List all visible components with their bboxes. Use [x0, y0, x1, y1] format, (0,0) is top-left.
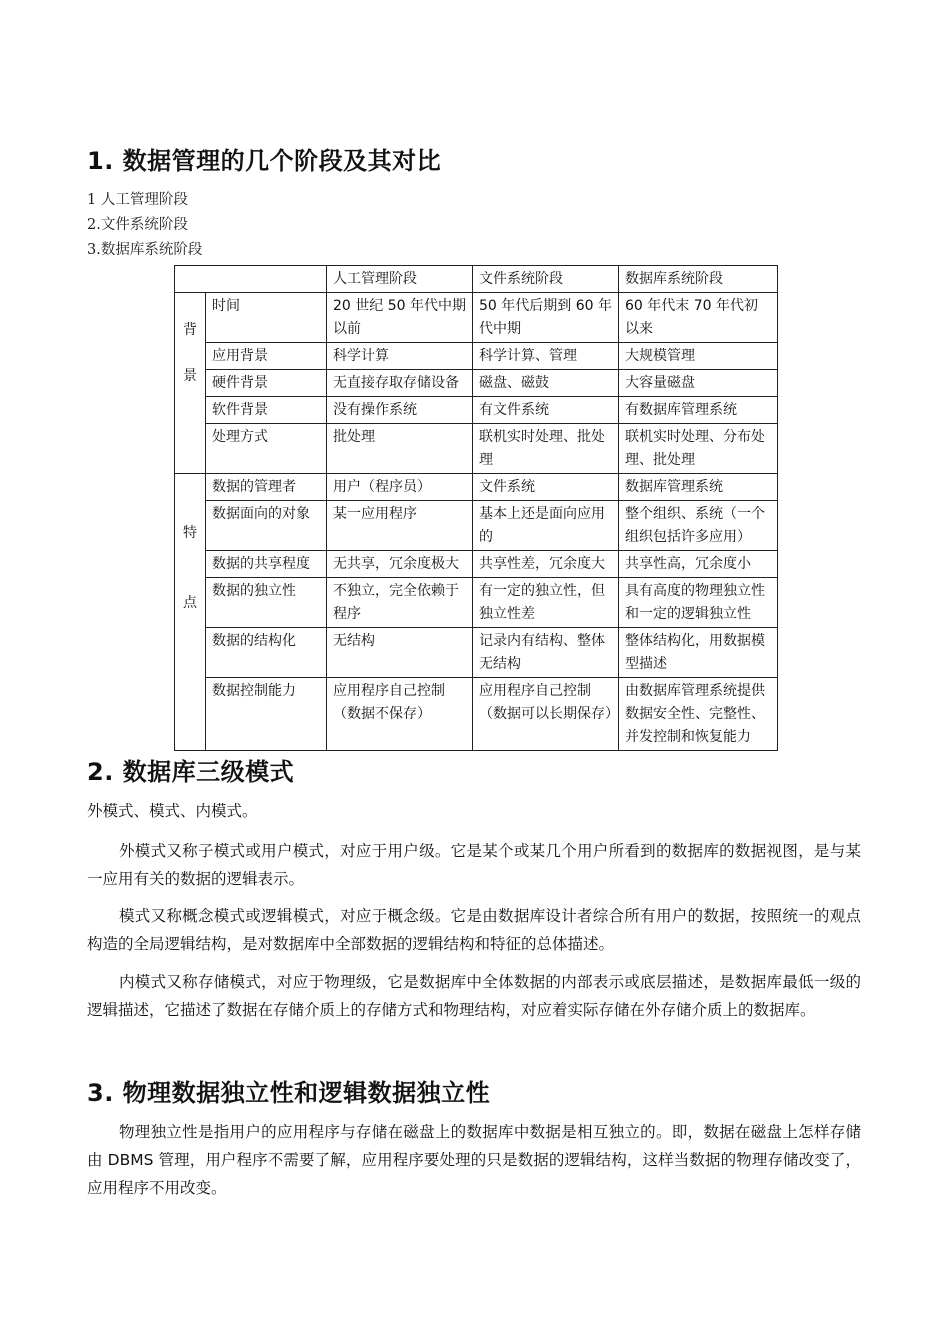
value-cell: 没有操作系统: [327, 397, 473, 424]
group-label-background: [175, 293, 206, 474]
value-cell: 整体结构化，用数据模型描述: [619, 628, 778, 678]
group-label-features: [175, 474, 206, 751]
value-cell: 科学计算、管理: [473, 343, 619, 370]
table-row: [175, 293, 778, 343]
attr-cell: 应用背景: [206, 343, 327, 370]
value-cell: 共享性高，冗余度小: [619, 551, 778, 578]
value-cell: 有一定的独立性，但独立性差: [473, 578, 619, 628]
table-row: [175, 424, 778, 474]
group-label-char: 背: [183, 322, 197, 338]
value-cell: 无直接存取存储设备: [327, 370, 473, 397]
value-cell: 有数据库管理系统: [619, 397, 778, 424]
value-cell: 基本上还是面向应用的: [473, 501, 619, 551]
value-cell: 应用程序自己控制（数据可以长期保存）: [473, 678, 619, 751]
value-cell: 共享性差，冗余度大: [473, 551, 619, 578]
corner-cell: [175, 266, 327, 293]
value-cell: 联机实时处理、批处理: [473, 424, 619, 474]
table-row: [175, 343, 778, 370]
value-cell: 数据库管理系统: [619, 474, 778, 501]
stage-item: 1 人工管理阶段: [87, 192, 188, 208]
value-cell: 大容量磁盘: [619, 370, 778, 397]
value-cell: 应用程序自己控制（数据不保存）: [327, 678, 473, 751]
group-label-char: 点: [183, 595, 197, 611]
value-cell: 科学计算: [327, 343, 473, 370]
group-label-char: 景: [183, 368, 197, 384]
value-cell: 无结构: [327, 628, 473, 678]
value-cell: 用户（程序员）: [327, 474, 473, 501]
attr-cell: 软件背景: [206, 397, 327, 424]
attr-cell: 数据的结构化: [206, 628, 327, 678]
table-row: [175, 501, 778, 551]
header-cell: 文件系统阶段: [473, 266, 619, 293]
stage-list: [87, 188, 202, 263]
attr-cell: 时间: [206, 293, 327, 343]
attr-cell: 数据的独立性: [206, 578, 327, 628]
attr-cell: 数据控制能力: [206, 678, 327, 751]
attr-cell: 数据的共享程度: [206, 551, 327, 578]
value-cell: 无共享，冗余度极大: [327, 551, 473, 578]
table-row: [175, 578, 778, 628]
attr-cell: 处理方式: [206, 424, 327, 474]
value-cell: 由数据库管理系统提供数据安全性、完整性、并发控制和恢复能力: [619, 678, 778, 751]
table-header-row: [175, 266, 778, 293]
attr-cell: 硬件背景: [206, 370, 327, 397]
value-cell: 有文件系统: [473, 397, 619, 424]
value-cell: 磁盘、磁鼓: [473, 370, 619, 397]
value-cell: 联机实时处理、分布处理、批处理: [619, 424, 778, 474]
external-schema-paragraph: 外模式又称子模式或用户模式，对应于用户级。它是某个或某几个用户所看到的数据库的数据视图，是与某一应用有关的数据的逻辑表示。: [87, 842, 861, 888]
header-cell: 人工管理阶段: [327, 266, 473, 293]
group-label-char: 特: [183, 525, 197, 541]
attr-cell: 数据的管理者: [206, 474, 327, 501]
section-2-heading: 2. 数据库三级模式: [87, 758, 295, 786]
value-cell: 某一应用程序: [327, 501, 473, 551]
table-row: [175, 551, 778, 578]
value-cell: 50 年代后期到 60 年代中期: [473, 293, 619, 343]
table-row: [175, 474, 778, 501]
value-cell: 不独立，完全依赖于程序: [327, 578, 473, 628]
value-cell: 文件系统: [473, 474, 619, 501]
stage-item: 3.数据库系统阶段: [87, 242, 203, 258]
stage-item: 2.文件系统阶段: [87, 217, 188, 233]
section-1-heading: 1. 数据管理的几个阶段及其对比: [87, 147, 442, 175]
schema-lead-paragraph: 外模式、模式、内模式。: [87, 802, 258, 820]
value-cell: 60 年代末 70 年代初以来: [619, 293, 778, 343]
value-cell: 20 世纪 50 年代中期以前: [327, 293, 473, 343]
table-row: [175, 678, 778, 751]
value-cell: 整个组织、系统（一个组织包括许多应用）: [619, 501, 778, 551]
value-cell: 大规模管理: [619, 343, 778, 370]
table-row: [175, 370, 778, 397]
conceptual-schema-paragraph: 模式又称概念模式或逻辑模式，对应于概念级。它是由数据库设计者综合所有用户的数据，按照统一的观点构造的全局逻辑结构，是对数据库中全部数据的逻辑结构和特征的总体描述。: [87, 907, 861, 953]
internal-schema-paragraph: 内模式又称存储模式，对应于物理级，它是数据库中全体数据的内部表示或底层描述，是数据库最低一级的逻辑描述，它描述了数据在存储介质上的存储方式和物理结构，对应着实际存储在外存储介质上的数据库。: [87, 973, 861, 1019]
value-cell: 批处理: [327, 424, 473, 474]
attr-cell: 数据面向的对象: [206, 501, 327, 551]
header-cell: 数据库系统阶段: [619, 266, 778, 293]
value-cell: 记录内有结构、整体无结构: [473, 628, 619, 678]
comparison-table: [174, 265, 778, 751]
value-cell: 具有高度的物理独立性和一定的逻辑独立性: [619, 578, 778, 628]
section-3-heading: 3. 物理数据独立性和逻辑数据独立性: [87, 1079, 491, 1107]
table-row: [175, 397, 778, 424]
physical-independence-paragraph: 物理独立性是指用户的应用程序与存储在磁盘上的数据库中数据是相互独立的。即，数据在磁盘上怎样存储由 DBMS 管理，用户程序不需要了解，应用程序要处理的只是数据的逻辑结构，这样当数据的物理存储改变了，应用程序不用改变。: [87, 1123, 861, 1197]
table-row: [175, 628, 778, 678]
